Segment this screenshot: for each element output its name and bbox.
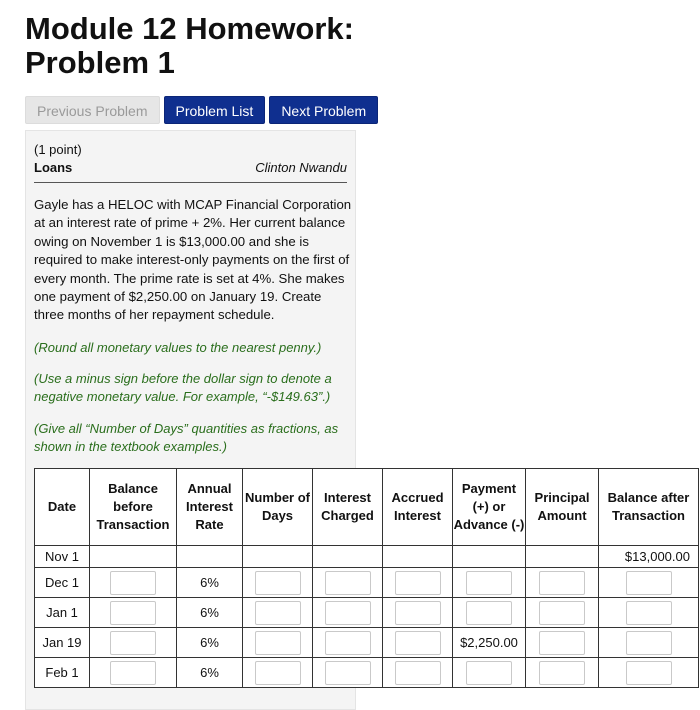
balance-after-input[interactable] xyxy=(626,661,672,685)
header-annual-rate: Annual Interest Rate xyxy=(177,469,243,546)
previous-problem-button[interactable]: Previous Problem xyxy=(25,96,160,124)
interest-charged-input[interactable] xyxy=(325,571,371,595)
balance-before-input[interactable] xyxy=(110,631,156,655)
accrued-interest-input[interactable] xyxy=(395,661,441,685)
row-balance-after-value: $13,000.00 xyxy=(599,546,699,568)
header-interest-charged: Interest Charged xyxy=(313,469,383,546)
number-of-days-input[interactable] xyxy=(255,601,301,625)
row-rate: 6% xyxy=(177,628,243,658)
empty-cell xyxy=(177,546,243,568)
header-number-of-days: Number of Days xyxy=(243,469,313,546)
problem-points: (1 point) xyxy=(34,142,82,157)
page-title-line1: Module 12 Homework: xyxy=(25,11,354,46)
number-of-days-input[interactable] xyxy=(255,661,301,685)
row-payment-value: $2,250.00 xyxy=(453,628,526,658)
number-of-days-input[interactable] xyxy=(255,571,301,595)
row-date: Dec 1 xyxy=(35,568,90,598)
hint-minus-sign: (Use a minus sign before the dollar sign to denote a negative monetary value. For example, “-$149.63”.) xyxy=(34,371,332,405)
problem-nav xyxy=(25,96,378,124)
next-problem-button[interactable]: Next Problem xyxy=(269,96,378,124)
header-balance-before: Balance before Transaction xyxy=(90,469,177,546)
page-title-line2: Problem 1 xyxy=(25,45,175,80)
problem-text: Gayle has a HELOC with MCAP Financial Corporation at an interest rate of prime + 2%. Her current balance owing on November 1 is $13,000.00 and she is required to make interest-only payments on the first of every month. The prime rate is set at 4%. She makes one payment of $2,250.00 on January 19. Create three months of her repayment schedule. xyxy=(34,197,352,323)
problem-author: Clinton Nwandu xyxy=(255,160,347,175)
payment-advance-input[interactable] xyxy=(466,571,512,595)
empty-cell xyxy=(526,546,599,568)
interest-charged-input[interactable] xyxy=(325,601,371,625)
table-row xyxy=(35,568,699,598)
hint-rounding: (Round all monetary values to the nearest penny.) xyxy=(34,340,322,355)
row-date: Feb 1 xyxy=(35,658,90,688)
balance-before-input[interactable] xyxy=(110,601,156,625)
problem-category: Loans xyxy=(34,160,73,175)
page-title xyxy=(25,12,354,80)
repayment-schedule-table xyxy=(34,468,699,688)
accrued-interest-input[interactable] xyxy=(395,631,441,655)
table-row xyxy=(35,546,699,568)
accrued-interest-input[interactable] xyxy=(395,571,441,595)
header-principal-amount: Principal Amount xyxy=(526,469,599,546)
empty-cell xyxy=(243,546,313,568)
interest-charged-input[interactable] xyxy=(325,661,371,685)
table-row xyxy=(35,658,699,688)
balance-after-input[interactable] xyxy=(626,631,672,655)
payment-advance-input[interactable] xyxy=(466,601,512,625)
balance-after-input[interactable] xyxy=(626,571,672,595)
header-balance-after: Balance after Transaction xyxy=(599,469,699,546)
row-date: Jan 19 xyxy=(35,628,90,658)
number-of-days-input[interactable] xyxy=(255,631,301,655)
empty-cell xyxy=(383,546,453,568)
row-rate: 6% xyxy=(177,658,243,688)
problem-list-button[interactable]: Problem List xyxy=(164,96,266,124)
principal-amount-input[interactable] xyxy=(539,571,585,595)
problem-header xyxy=(34,160,347,183)
empty-cell xyxy=(313,546,383,568)
balance-after-input[interactable] xyxy=(626,601,672,625)
header-date: Date xyxy=(35,469,90,546)
hint-number-of-days: (Give all “Number of Days” quantities as fractions, as shown in the textbook examples.) xyxy=(34,421,339,455)
row-date: Jan 1 xyxy=(35,598,90,628)
table-row xyxy=(35,598,699,628)
row-date: Nov 1 xyxy=(35,546,90,568)
principal-amount-input[interactable] xyxy=(539,601,585,625)
header-accrued-interest: Accrued Interest xyxy=(383,469,453,546)
table-row xyxy=(35,628,699,658)
payment-advance-input[interactable] xyxy=(466,661,512,685)
accrued-interest-input[interactable] xyxy=(395,601,441,625)
empty-cell xyxy=(453,546,526,568)
principal-amount-input[interactable] xyxy=(539,661,585,685)
interest-charged-input[interactable] xyxy=(325,631,371,655)
principal-amount-input[interactable] xyxy=(539,631,585,655)
row-rate: 6% xyxy=(177,568,243,598)
balance-before-input[interactable] xyxy=(110,571,156,595)
empty-cell xyxy=(90,546,177,568)
header-payment-advance: Payment (+) or Advance (-) xyxy=(453,469,526,546)
table-header-row xyxy=(35,469,699,546)
balance-before-input[interactable] xyxy=(110,661,156,685)
row-rate: 6% xyxy=(177,598,243,628)
